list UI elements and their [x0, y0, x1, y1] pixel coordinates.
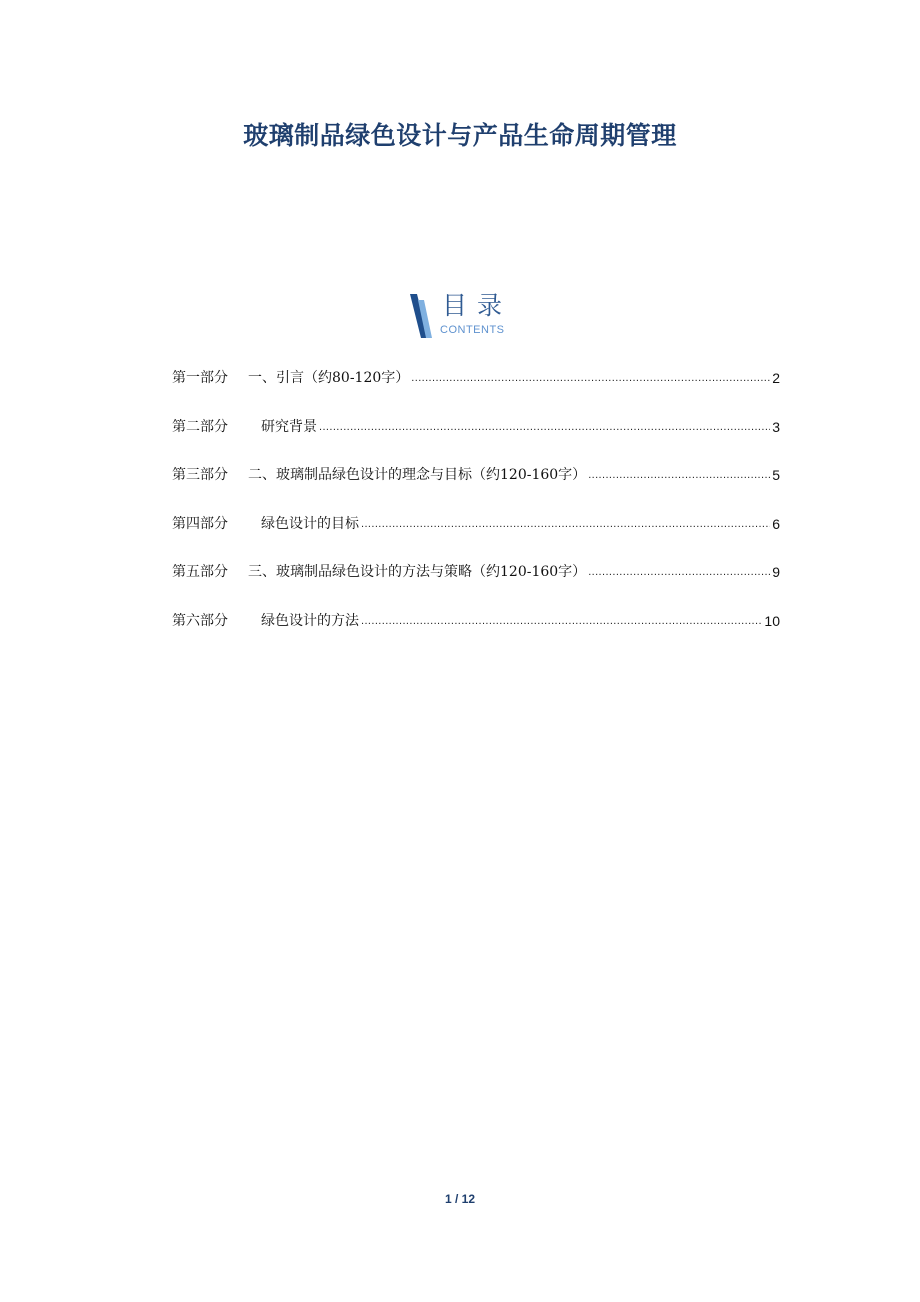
toc-entry-page: 10 [764, 612, 780, 629]
toc-leader-dots [588, 560, 770, 584]
toc-entry-text: 三、玻璃制品绿色设计的方法与策略（约120-160字） [248, 564, 587, 580]
toc-leader-dots [411, 366, 770, 390]
toc-entry-5[interactable] [172, 560, 780, 609]
toc-entry-text: 研究背景 [261, 418, 317, 435]
toc-entry-part: 第三部分 [172, 467, 228, 483]
toc-entry-part: 第二部分 [172, 418, 228, 435]
toc-entry-page: 9 [772, 564, 780, 580]
page-number: 1 / 12 [444, 1192, 476, 1206]
toc-entry-3[interactable] [172, 463, 780, 512]
toc-entry-page: 5 [772, 467, 780, 483]
toc-entry-part: 第五部分 [172, 564, 228, 580]
toc-entry-4[interactable] [172, 512, 780, 561]
contents-logo-icon [408, 294, 432, 338]
toc-entry-page: 2 [772, 370, 780, 386]
toc-entry-text: 绿色设计的方法 [261, 612, 359, 629]
toc-entry-text: 绿色设计的目标 [261, 515, 359, 532]
toc-entry-text: 一、引言（约80-120字） [248, 370, 410, 386]
toc-entry-6[interactable] [172, 609, 780, 658]
toc-entry-part: 第六部分 [172, 612, 228, 629]
toc-entry-page: 3 [772, 418, 780, 435]
toc-header [408, 291, 528, 340]
table-of-contents [172, 366, 780, 657]
toc-leader-dots [319, 415, 770, 439]
toc-leader-dots [588, 463, 770, 487]
toc-leader-dots [361, 609, 762, 633]
document-title: 玻璃制品绿色设计与产品生命周期管理 [243, 121, 677, 150]
toc-entry-2[interactable] [172, 415, 780, 464]
toc-entry-page: 6 [772, 515, 780, 532]
toc-leader-dots [361, 512, 770, 536]
toc-heading: 目录 [442, 291, 513, 320]
toc-subheading: CONTENTS [440, 324, 505, 336]
toc-entry-part: 第四部分 [172, 515, 228, 532]
toc-entry-1[interactable] [172, 366, 780, 415]
toc-entry-part: 第一部分 [172, 370, 228, 386]
toc-entry-text: 二、玻璃制品绿色设计的理念与目标（约120-160字） [248, 467, 587, 483]
